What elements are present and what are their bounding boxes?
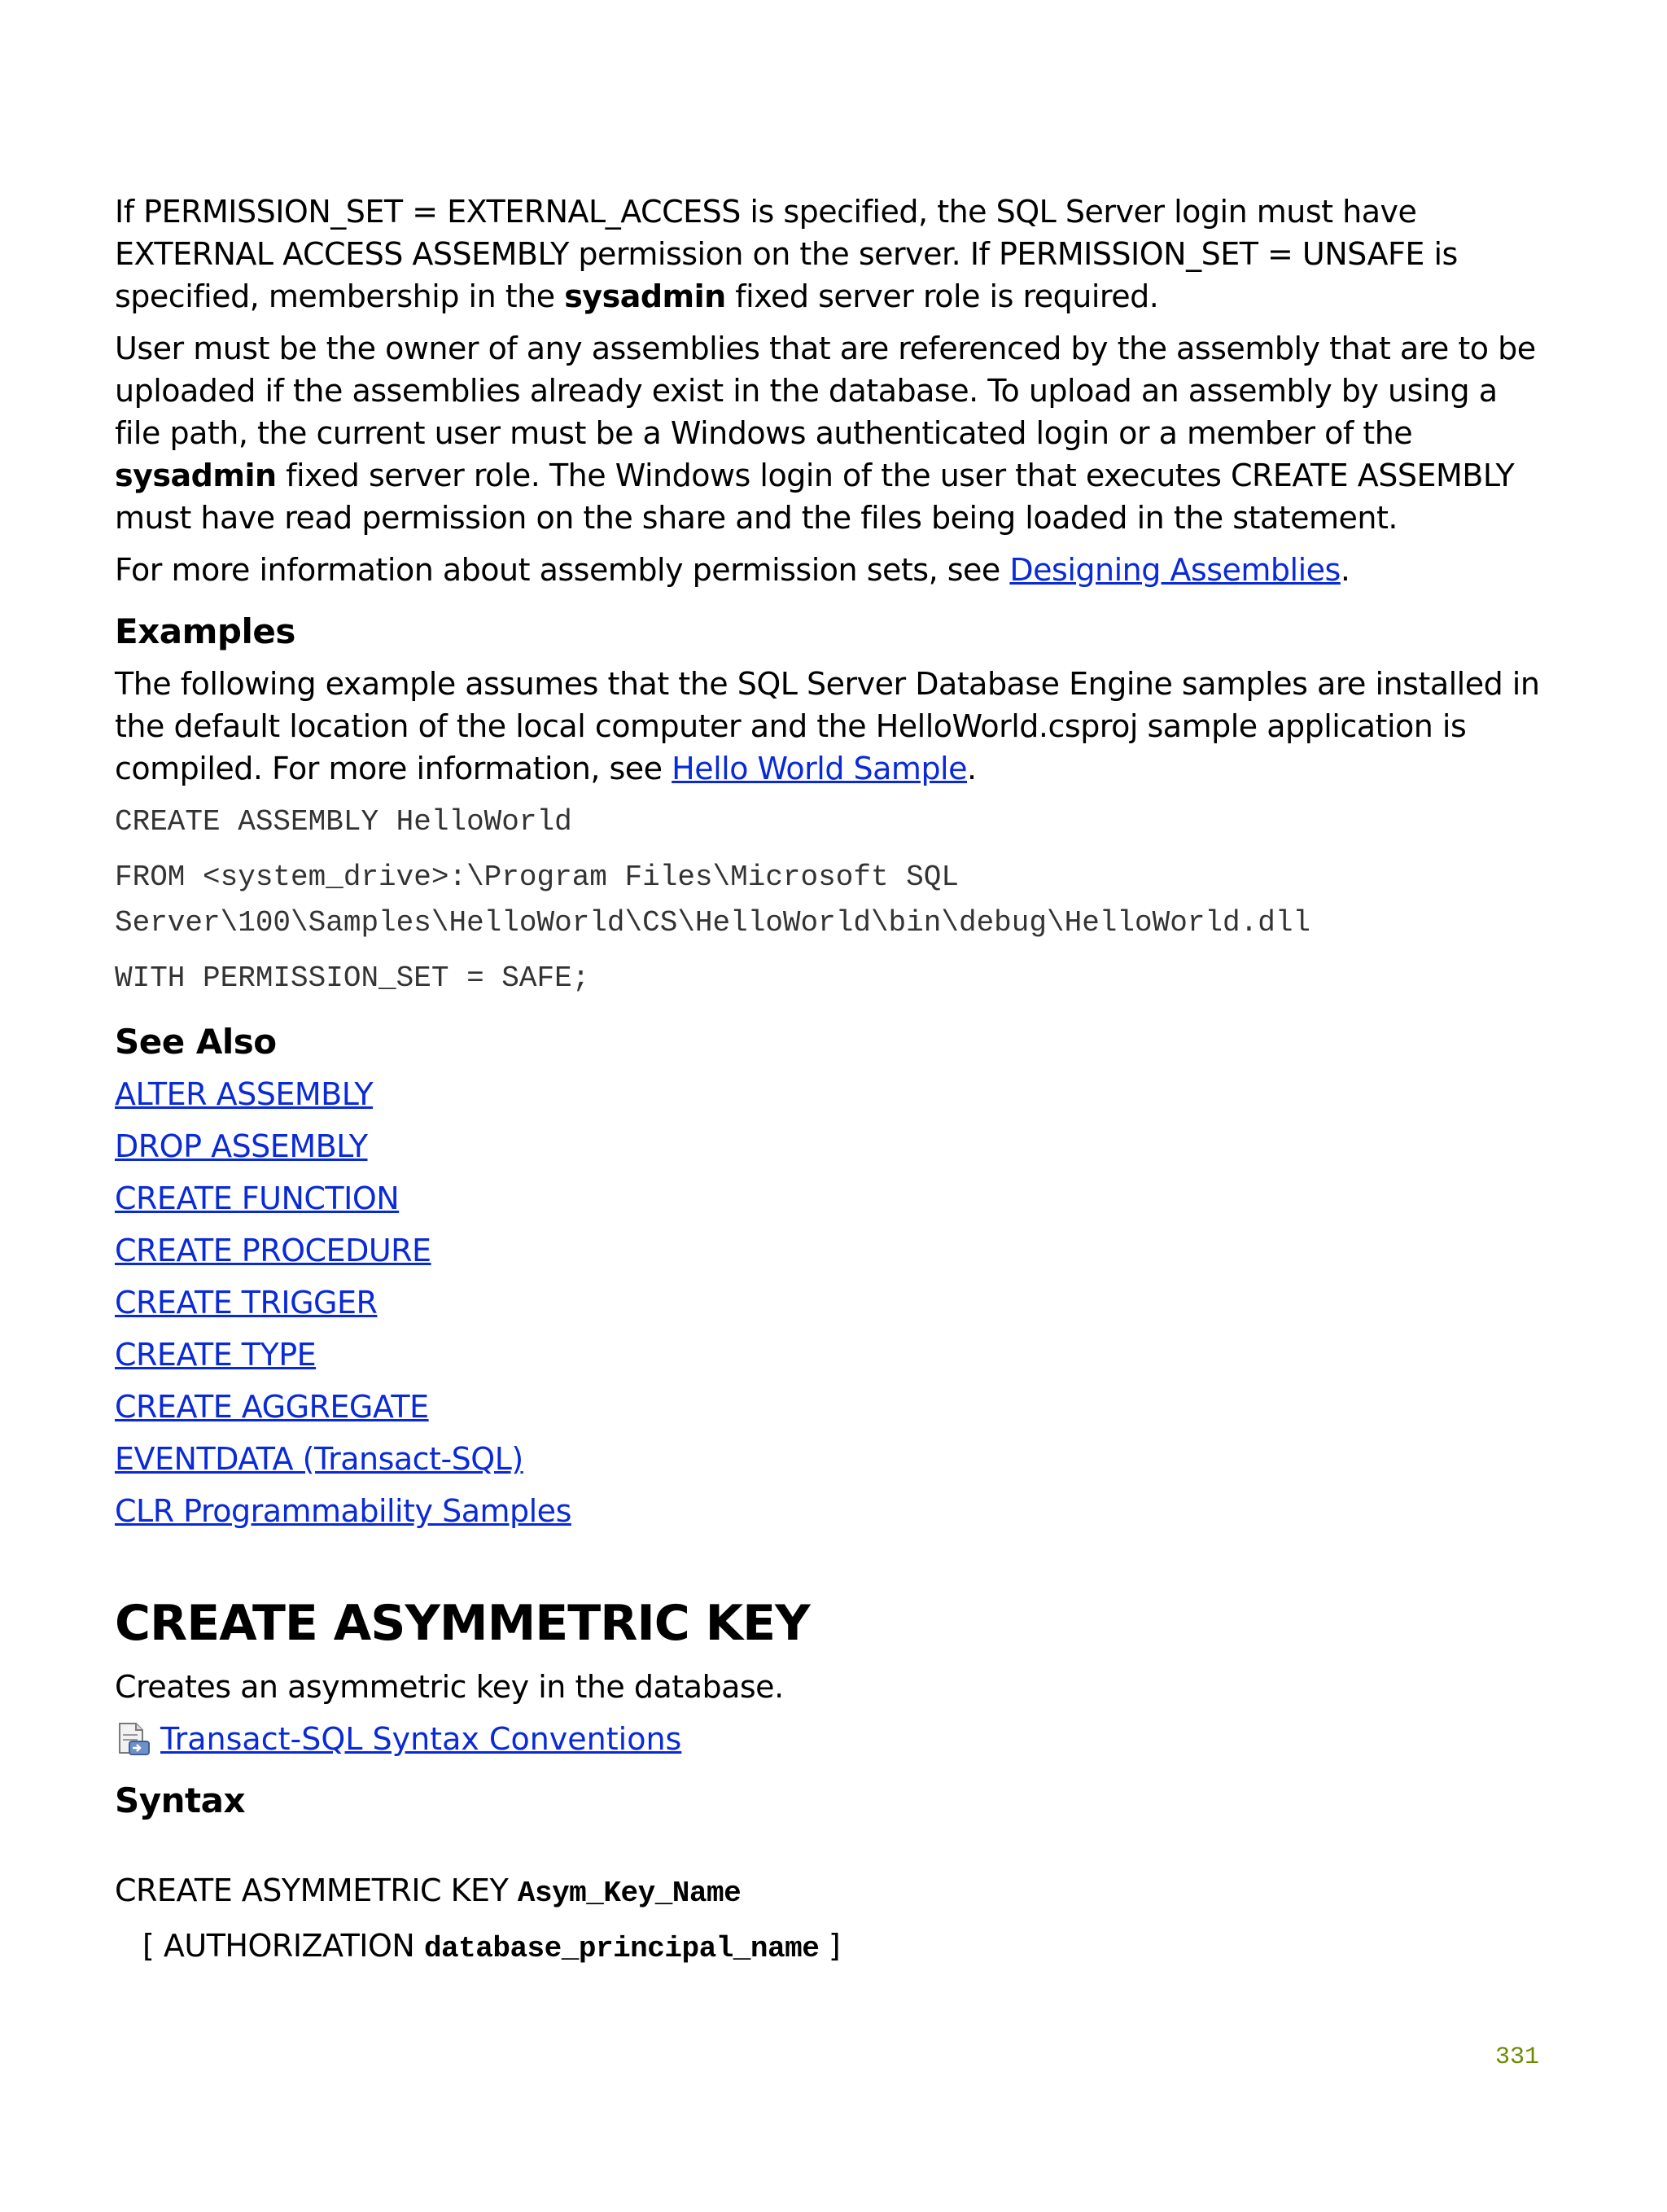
syntax-line-1	[115, 1869, 1547, 1915]
permission-paragraph-1	[115, 191, 1547, 318]
permission-paragraph-2	[115, 327, 1547, 539]
examples-heading: Examples	[115, 611, 295, 651]
section-title: CREATE ASYMMETRIC KEY	[115, 1595, 810, 1652]
see-also-link-create-type[interactable]: CREATE TYPE	[115, 1337, 317, 1373]
syntax-conventions-row	[115, 1718, 1547, 1760]
text-run: [ AUTHORIZATION	[142, 1928, 424, 1964]
text-run: .	[967, 751, 977, 786]
see-also-link-create-aggregate[interactable]: CREATE AGGREGATE	[115, 1389, 429, 1425]
text-run: If PERMISSION_SET = EXTERNAL_ACCESS is specified, the SQL Server login must have EXTERNAL ACCESS ASSEMBLY permission on the server. If PERMISSION_SET = UNSAFE is specified, membership in the	[115, 194, 1458, 314]
see-also-link-eventdata[interactable]: EVENTDATA (Transact-SQL)	[115, 1441, 523, 1477]
bold-term: sysadmin	[564, 278, 726, 314]
syntax-argument: Asym_Key_Name	[517, 1877, 742, 1910]
text-run: The following example assumes that the SQL Server Database Engine samples are installed in the default location of the local computer and the HelloWorld.csproj sample application is compiled. For more information, see	[115, 666, 1540, 786]
hello-world-sample-link[interactable]: Hello World Sample	[672, 751, 967, 786]
see-also-list	[115, 1073, 1547, 1532]
see-also-heading: See Also	[115, 1022, 277, 1062]
text-run: For more information about assembly permission sets, see	[115, 552, 1010, 588]
code-line-1: CREATE ASSEMBLY HelloWorld	[115, 805, 572, 839]
text-run: User must be the owner of any assemblies that are referenced by the assembly that are to be uploaded if the assemblies already exist in the database. To upload an assembly by using a file path, the current user must be a Windows authenticated login or a member of the	[115, 331, 1536, 451]
code-line-2a: FROM <system_drive>:\Program Files\Microsoft SQL	[115, 861, 959, 894]
see-also-link-drop-assembly[interactable]: DROP ASSEMBLY	[115, 1128, 368, 1164]
text-run: fixed server role. The Windows login of the user that executes CREATE ASSEMBLY must have read permission on the share and the files being loaded in the statement.	[115, 458, 1515, 536]
document-page	[115, 191, 1547, 1980]
see-also-link-create-function[interactable]: CREATE FUNCTION	[115, 1180, 400, 1216]
text-run: fixed server role is required.	[725, 278, 1159, 314]
spacer	[115, 1832, 1547, 1869]
text-run: ]	[819, 1928, 841, 1964]
bold-term: sysadmin	[115, 458, 277, 493]
designing-assemblies-link[interactable]: Designing Assemblies	[1009, 552, 1341, 588]
text-run: .	[1340, 552, 1350, 588]
syntax-argument: database_principal_name	[423, 1932, 820, 1965]
code-line-3: WITH PERMISSION_SET = SAFE;	[115, 961, 590, 995]
examples-intro	[115, 663, 1547, 790]
see-also-link-clr-samples[interactable]: CLR Programmability Samples	[115, 1493, 571, 1529]
see-also-link-alter-assembly[interactable]: ALTER ASSEMBLY	[115, 1076, 374, 1112]
document-link-icon	[115, 1720, 152, 1758]
see-also-link-create-trigger[interactable]: CREATE TRIGGER	[115, 1285, 378, 1321]
section-description: Creates an asymmetric key in the database.	[115, 1669, 784, 1705]
syntax-conventions-link[interactable]: Transact-SQL Syntax Conventions	[160, 1721, 682, 1757]
syntax-heading: Syntax	[115, 1781, 246, 1820]
syntax-line-2	[115, 1925, 1547, 1970]
see-also-link-create-procedure[interactable]: CREATE PROCEDURE	[115, 1233, 431, 1268]
page-number: 331	[1494, 2043, 1539, 2071]
text-run: CREATE ASYMMETRIC KEY	[115, 1873, 518, 1908]
code-line-2b: Server\100\Samples\HelloWorld\CS\HelloWorld\bin\debug\HelloWorld.dll	[115, 906, 1311, 940]
permission-paragraph-3	[115, 549, 1547, 591]
